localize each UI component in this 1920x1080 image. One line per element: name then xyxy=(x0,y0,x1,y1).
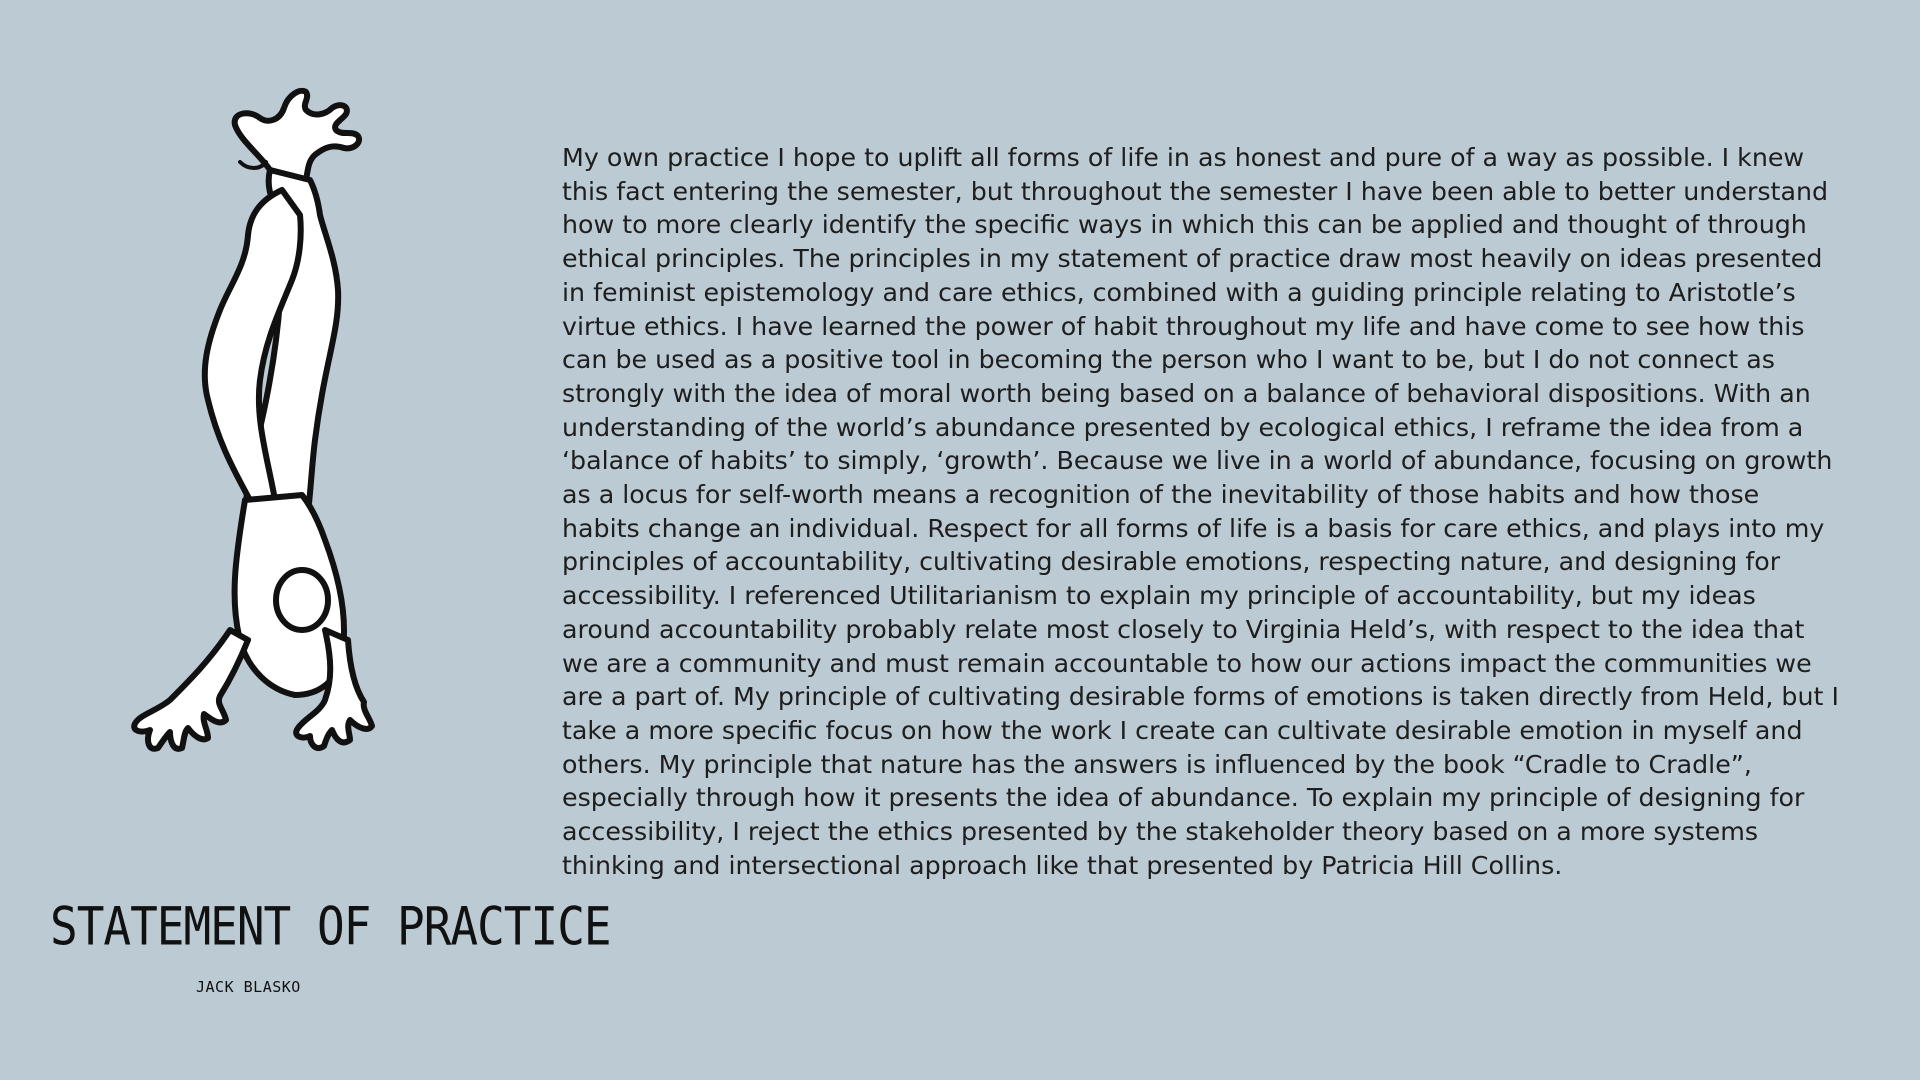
handstand-figure-illustration xyxy=(70,40,490,860)
statement-body-text: My own practice I hope to uplift all forms of life in as honest and pure of a way as possible. I knew this fact entering the semester, but throughout the semester I have been able to better understand how to more clearly identify the specific ways in which this can be applied and thought of through ethical principles. The principles in my statement of practice draw most heavily on ideas presented in feminist epistemology and care ethics, combined with a guiding principle relating to Aristotle’s virtue ethics. I have learned the power of habit throughout my life and have come to see how this can be used as a positive tool in becoming the person who I want to be, but I do not connect as strongly with the idea of moral worth being based on a balance of behavioral dispositions. With an understanding of the world’s abundance presented by ecological ethics, I reframe the idea from a ‘balance of habits’ to simply, ‘growth’. Because we live in a world of abundance, focusing on growth as a locus for self-worth means a recognition of the inevitability of those habits and how those habits change an individual. Respect for all forms of life is a basis for care ethics, and plays into my principles of accountability, cultivating desirable emotions, respecting nature, and designing for accessibility. I referenced Utilitarianism to explain my principle of accountability, but my ideas around accountability probably relate most closely to Virginia Held’s, with respect to the idea that we are a community and must remain accountable to how our actions impact the communities we are a part of. My principle of cultivating desirable forms of emotions is taken directly from Held, but I take a more specific focus on how the work I create can cultivate desirable emotion in myself and others. My principle that nature has the answers is influenced by the book “Cradle to Cradle”, especially through how it presents the idea of abundance. To explain my principle of designing for accessibility, I reject the ethics presented by the stakeholder theory based on a more systems thinking and intersectional approach like that presented by Patricia Hill Collins. xyxy=(562,143,1839,880)
page-title: STATEMENT OF PRACTICE xyxy=(50,895,611,958)
author-name: JACK BLASKO xyxy=(196,978,301,996)
